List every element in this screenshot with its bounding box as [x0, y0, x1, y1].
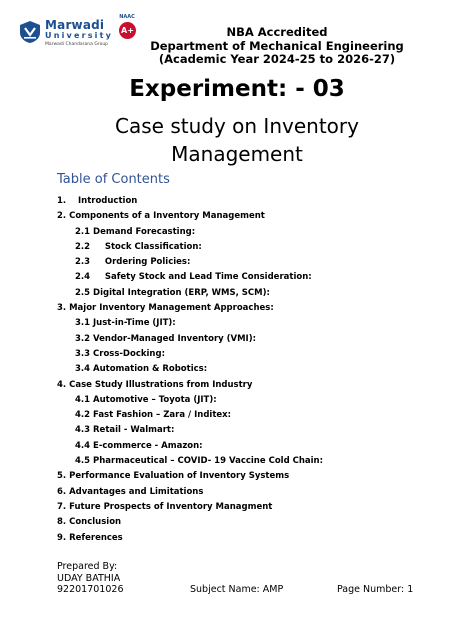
author-name: UDAY BATHIA: [57, 572, 121, 584]
university-emblem-icon: [18, 20, 42, 44]
toc-item[interactable]: 5. Performance Evaluation of Inventory Systems: [57, 471, 290, 482]
toc-item[interactable]: 2.4 Safety Stock and Lead Time Consideration:: [75, 272, 312, 283]
logo-tagline: Marwadi Chandarana Group: [45, 42, 109, 47]
toc-item[interactable]: 4. Case Study Illustrations from Industry: [57, 379, 253, 390]
case-study-title-line: Case study on Inventory: [115, 114, 359, 138]
toc-item[interactable]: 8. Conclusion: [57, 517, 122, 528]
experiment-title: Experiment: - 03: [129, 76, 345, 102]
page-footer: [57, 561, 457, 596]
naac-label: NAAC: [119, 14, 135, 20]
toc-item[interactable]: 3.2 Vendor-Managed Inventory (VMI):: [75, 333, 256, 344]
page-number: Page Number: 1: [337, 584, 414, 595]
toc-item[interactable]: 3.4 Automation & Robotics:: [75, 364, 208, 375]
toc-item[interactable]: 2.5 Digital Integration (ERP, WMS, SCM):: [75, 287, 270, 298]
toc-item[interactable]: 4.3 Retail - Walmart:: [75, 425, 175, 436]
toc-item[interactable]: 2.1 Demand Forecasting:: [75, 226, 196, 237]
toc-heading: Table of Contents: [57, 172, 170, 187]
toc-item[interactable]: 4.2 Fast Fashion – Zara / Inditex:: [75, 410, 232, 421]
toc-item[interactable]: 9. References: [57, 532, 123, 543]
toc-item[interactable]: 6. Advantages and Limitations: [57, 486, 204, 497]
prepared-by-label: Prepared By:: [57, 561, 118, 572]
toc-item[interactable]: 2.2 Stock Classification:: [75, 241, 202, 252]
naac-grade: A+: [119, 22, 136, 39]
toc-item[interactable]: 2.3 Ordering Policies:: [75, 257, 191, 268]
header-department: Department of Mechanical Engineering: [150, 38, 404, 53]
case-study-title-line: Management: [171, 142, 303, 166]
toc-item[interactable]: 4.5 Pharmaceutical – COVID- 19 Vaccine Cold Chain:: [75, 456, 324, 467]
toc-item[interactable]: 3.3 Cross-Docking:: [75, 348, 165, 359]
subject-name: Subject Name: AMP: [190, 584, 284, 595]
toc-item[interactable]: 2. Components of a Inventory Management: [57, 211, 265, 222]
toc-item[interactable]: 3. Major Inventory Management Approaches:: [57, 303, 274, 314]
logo-name: Marwadi: [45, 18, 105, 32]
header-accreditation: NBA Accredited: [226, 25, 328, 39]
toc-item[interactable]: 1. Introduction: [57, 196, 138, 206]
student-id: 92201701026: [57, 584, 124, 595]
toc-item[interactable]: 4.4 E-commerce - Amazon:: [75, 440, 203, 451]
toc-item[interactable]: 7. Future Prospects of Inventory Managment: [57, 501, 273, 512]
logo-sub: University: [45, 31, 114, 40]
header-academic-year: (Academic Year 2024-25 to 2026-27): [158, 52, 396, 66]
toc-item[interactable]: 4.1 Automotive – Toyota (JIT):: [75, 394, 217, 405]
footer-row: [57, 584, 457, 596]
header-text: [90, 26, 464, 67]
toc-item[interactable]: 3.1 Just-in-Time (JIT):: [75, 318, 176, 329]
table-of-contents: [57, 194, 457, 546]
page-header: [0, 0, 474, 72]
case-study-title: [0, 112, 474, 168]
